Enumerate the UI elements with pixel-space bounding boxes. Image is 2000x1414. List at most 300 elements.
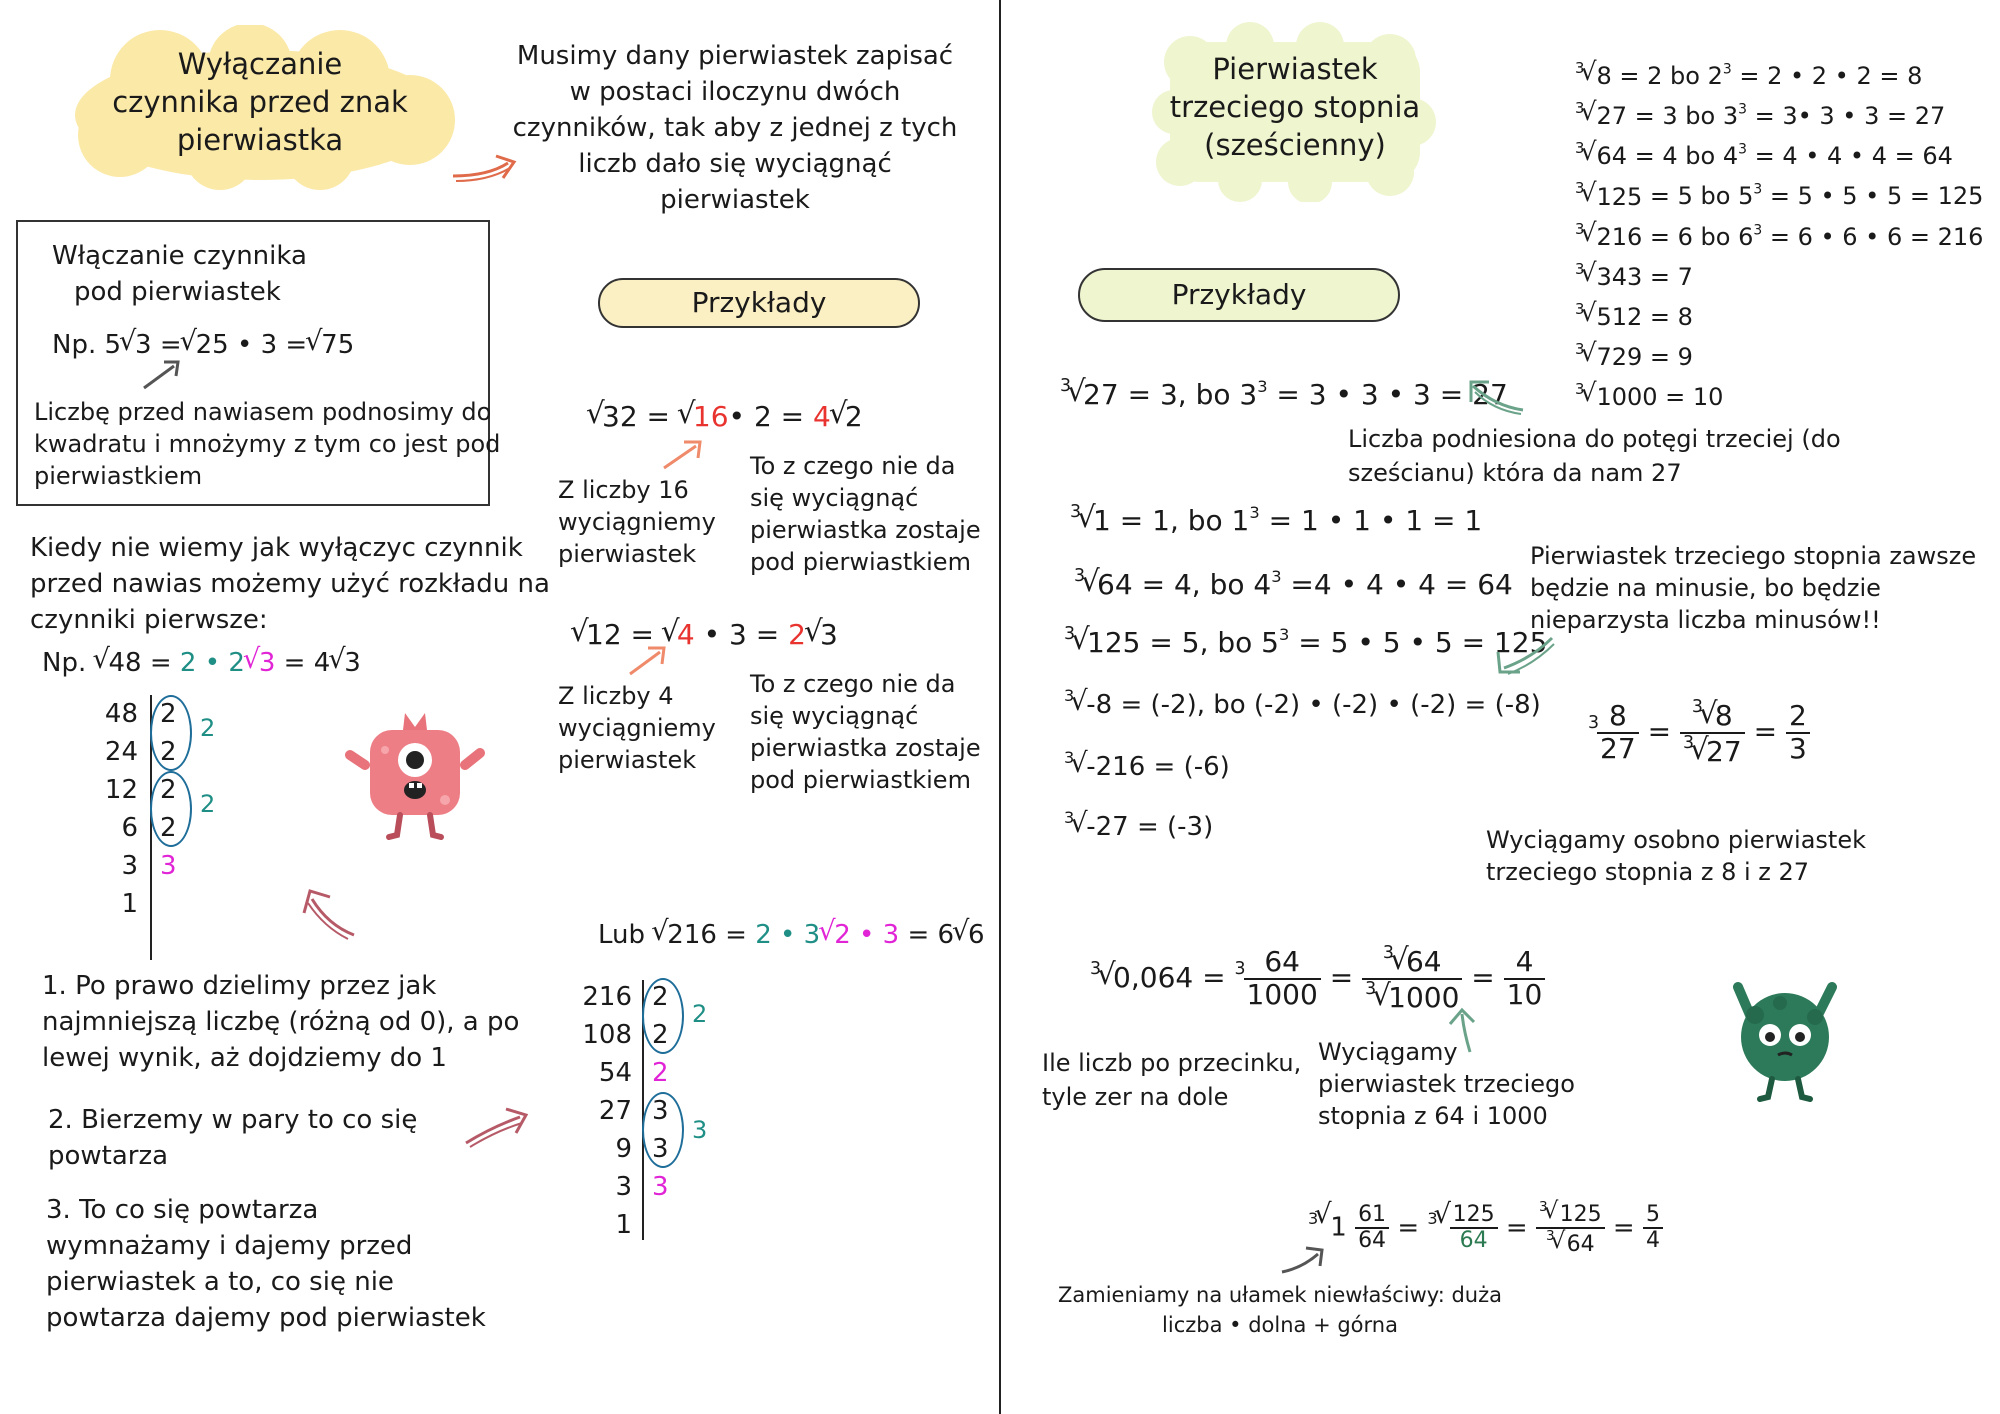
radical [1582,140,1627,172]
box-title-line: Włączanie czynnika [52,241,307,271]
step-2 [48,1102,417,1174]
step-line: wymnażamy i dajemy przed [46,1231,413,1261]
example-216 [598,920,985,950]
fraction [1355,1203,1389,1253]
cloud-title-line: trzeciego stopnia [1169,90,1421,124]
radicand: 48 [108,648,142,678]
factor: 2 [755,920,772,950]
examples-pill-right: Przykłady [1078,268,1400,322]
radicand: 12 [586,618,622,651]
equals: = [1753,714,1786,748]
root-index: 3 [1575,340,1585,359]
row-text: = 5, bo 5 [1140,626,1279,660]
row-text: = 5 • 5 • 5 = 125 [1762,182,1984,211]
factor-intro [30,530,550,638]
example-32-note-left [558,474,716,570]
root-index: 3 [1545,1228,1555,1245]
table-cell: 3 [652,1172,669,1202]
note-line: sześcianu) która da nam 27 [1348,459,1682,487]
example-cube-minus-216 [1064,748,1230,782]
cube-root-row [1575,132,1983,172]
radicand: 3 [344,648,361,678]
example-12 [572,618,838,651]
cloud-title-line: (sześcienny) [1204,128,1386,162]
radicand: 64 [1596,142,1628,171]
pair-oval [642,978,684,1054]
cloud-title-left [80,45,440,159]
coefficient: 4 [813,400,831,433]
exponent: 3 [1271,566,1282,586]
intro-line: Musimy dany pierwiastek zapisać [516,41,954,71]
row-text: = 5 bo 5 [1642,182,1754,211]
root-index: 3 [1308,1208,1319,1228]
equals: = [1505,1212,1528,1243]
equals: = [1329,960,1354,994]
radical [1582,100,1627,132]
table-cell: 2 [652,1058,669,1088]
note-line: wyciągniemy [558,508,716,536]
page-divider [999,0,1001,1414]
row-text: = 4 bo 4 [1627,142,1739,171]
cube-root-row [1575,52,1983,92]
radical [1553,1233,1595,1257]
pink-monster-icon [345,705,485,845]
box-example [52,330,354,360]
box-description [34,396,500,492]
radical [182,330,308,360]
pair-factor: 2 [200,790,216,818]
radical [330,648,361,678]
table-cell: 27 [598,1096,632,1126]
radical [1582,60,1611,92]
radicand: 343 [1596,262,1643,291]
radical [1582,381,1657,413]
note-line: To z czego nie da [750,670,956,698]
exponent: 3 [1738,101,1747,118]
denominator: 27 [1600,731,1636,765]
coefficient: 2 [788,618,806,651]
radical [1079,504,1111,537]
note-line: Liczba podniesiona do potęgi trzeciej (do [1348,425,1841,453]
factor-intro-line: czynniki pierwsze: [30,605,268,635]
note-line: Z liczby 4 [558,682,674,710]
product: • 3 = [694,618,789,651]
result: = 4 [275,648,331,678]
root-index: 3 [1234,958,1246,979]
arrow-icon [140,356,188,392]
root-index: 3 [1365,978,1377,999]
radicand: 0,064 [1113,960,1194,994]
note-line: tyle zer na dole [1042,1083,1229,1111]
fraction [1504,947,1546,1011]
row-text: = 1, bo 1 [1110,504,1250,538]
radicand: 64 [1405,945,1442,979]
factor-table-216-left [580,978,632,1244]
fraction [1536,1200,1605,1257]
arrow-icon [462,1105,532,1149]
note-27 [1348,422,1841,490]
table-cell: 9 [615,1134,632,1164]
root-index: 3 [1588,712,1600,733]
table-cell: 216 [582,982,632,1012]
root-index: 3 [1064,748,1075,767]
radicand: 125 [1087,626,1141,660]
note-line: Z liczby 16 [558,476,689,504]
step-line: najmniejszą liczbę (różną od 0), a po [42,1007,520,1037]
row-text: = 9 [1642,343,1693,372]
example-32-note-right [750,450,981,578]
desc-line: Liczbę przed nawiasem podnosimy do [34,398,492,426]
note-line: liczba • dolna + górna [1162,1313,1398,1337]
factor-intro-line: Kiedy nie wiemy jak wyłączyc czynnik [30,533,523,563]
example-prefix: Np. [42,648,95,678]
radical [307,330,354,360]
step-line: powtarza dajemy pod pierwiastek [46,1303,486,1333]
exponent: 3 [1249,502,1260,522]
example-prefix: Np. 5 [52,330,122,360]
step-line: lewej wynik, aż dojdziemy do 1 [42,1043,447,1073]
root-index: 3 [1064,686,1075,705]
table-cell: 12 [104,775,138,805]
factor-intro-line: przed nawias możemy użyć rozkładu na [30,569,550,599]
radical [1546,1203,1602,1227]
numerator: 8 [1597,701,1639,734]
cloud-title-line: Pierwiastek [1212,52,1378,86]
cube-root-table [1575,52,1983,413]
radicand: 1000 [1388,980,1460,1014]
radical [1582,341,1642,373]
table-cell: 2 [160,699,177,729]
fraction [1450,1203,1498,1253]
radical [679,400,772,433]
pair-factor: 2 [692,1000,708,1028]
box-title [52,238,307,310]
radicand: -8 [1086,690,1113,721]
root-index: 3 [1575,99,1585,118]
radicand: 64 [1097,568,1133,602]
radical [806,618,838,651]
radicand: 27 [1706,734,1742,768]
root-index: 3 [1060,376,1072,396]
cloud-title-line: pierwiastka [176,123,344,157]
radicand: 2 [834,920,851,950]
radical [1582,301,1642,333]
radicand: 8 [1714,699,1733,733]
note-line: To z czego nie da [750,452,956,480]
example-mixed-number [1308,1200,1663,1257]
pair-oval [642,1092,684,1168]
radicand: • 2 [728,400,772,433]
note-line: pierwiastek [558,746,697,774]
equals: = [1471,960,1495,994]
root-index: 3 [1070,502,1082,522]
denominator [1536,1229,1605,1256]
radical [1582,261,1642,293]
numerator: 2 [1786,701,1810,734]
arrow-icon [448,148,528,188]
radical [820,920,899,950]
table-cell: 3 [615,1172,632,1202]
arrow-icon [1465,376,1527,416]
root-index: 3 [1064,808,1075,827]
arrow-icon [1278,1242,1330,1276]
note-line: trzeciego stopnia z 8 i z 27 [1486,858,1810,886]
intro-line: czynników, tak aby z jednej z tych [512,113,958,143]
table-cell: 2 [652,1020,669,1050]
radicand: 2 [844,400,863,433]
radical [572,618,622,651]
cloud-title-line: Wyłączanie [177,47,343,81]
minus-note [1530,540,1976,636]
example-cube-minus-27 [1064,808,1213,842]
note-line: pierwiastek trzeciego [1318,1070,1575,1098]
denominator: 10 [1506,977,1543,1011]
fraction-note [1486,824,1866,888]
table-cell: 3 [652,1096,669,1126]
table-cell: 2 [160,813,177,843]
row-text: = 2 bo 2 [1611,62,1723,91]
pair-factor: 3 [692,1116,708,1144]
cube-root-row [1575,293,1983,333]
example-cube-1 [1070,502,1482,537]
intro-text [505,38,965,218]
numerator [1536,1200,1605,1229]
exponent: 3 [1738,142,1747,159]
cube-root-row [1575,373,1983,413]
row-text: = 8 [1642,303,1693,332]
denominator: 64 [1358,1228,1387,1254]
denominator: 4 [1645,1228,1660,1254]
arrow-icon [660,438,708,472]
denominator: 1000 [1246,977,1318,1011]
row-text: = 1 • 1 • 1 = 1 [1259,504,1483,538]
table-cell: 3 [652,1134,669,1164]
note-line: pierwiastka zostaje [750,516,981,544]
radicand: 216 [1596,222,1643,251]
radical [1072,752,1145,782]
row-text: = 10 [1657,383,1724,412]
exponent: 3 [1753,182,1763,199]
root-index: 3 [1682,732,1695,753]
row-text: = 3• 3 • 3 = 27 [1746,102,1946,131]
example-cube-27 [1060,376,1508,411]
cube-root-row [1575,333,1983,373]
radicand: 512 [1596,303,1643,332]
factor: 3 [803,920,821,950]
radicand: 6 [968,920,985,950]
dot: • [850,920,883,950]
numerator: 4 [1504,947,1546,980]
fraction [1597,701,1639,765]
step-line: 2. Bierzemy w pary to co się [48,1105,418,1135]
pair-oval [150,695,192,771]
intro-line: pierwiastek [660,185,810,215]
factor: 2 [179,648,197,678]
radicand: 3 = [135,330,182,360]
row-text: = 5 • 5 • 5 = 125 [1289,626,1548,660]
root-index: 3 [1691,697,1703,717]
equals: = [637,400,679,433]
radical [1072,690,1112,720]
table-cell: 6 [121,813,138,843]
box-title-line: pod pierwiastek [74,277,281,307]
row-text: = 3 • 3 • 3 = 27 [1267,378,1508,412]
radical [1582,181,1642,213]
note-line: Zamieniamy na ułamek niewłaściwy: duża [1057,1283,1502,1307]
root-index: 3 [1538,1199,1548,1215]
row-text: = (-6) [1145,752,1230,783]
note-line: stopnia z 64 i 1000 [1318,1102,1548,1130]
cloud-title-right [1160,50,1430,164]
root-index: 3 [1575,299,1585,318]
numerator: 5 [1643,1203,1663,1229]
note-line: Pierwiastek trzeciego stopnia zawsze [1530,542,1977,570]
radicand: 125 [1559,1202,1602,1228]
fraction [1244,947,1321,1011]
exponent: 3 [1257,376,1268,396]
result: = 6 [899,920,955,950]
example-48 [42,648,361,678]
row-text: = 7 [1642,262,1693,291]
table-cell: 3 [160,851,177,881]
radical [653,920,717,950]
note-line: pod pierwiastkiem [750,766,971,794]
desc-line: pierwiastkiem [34,462,203,490]
arrow-icon [298,885,362,941]
radicand: 75 [321,330,355,360]
equals: = [716,920,756,950]
radical [1073,626,1140,659]
table-cell: 3 [121,851,138,881]
cube-root-row [1575,253,1983,293]
dot: • [196,648,229,678]
decimal-note-right [1318,1036,1575,1132]
equals: = [1647,714,1672,748]
radicand: 3 [819,618,838,651]
note-line: pierwiastka zostaje [750,734,981,762]
radicand: 25 • 3 = [195,330,308,360]
radical [1069,378,1119,411]
radicand: 1000 [1596,383,1658,412]
root-index: 3 [1382,943,1394,963]
cube-root-row [1575,92,1983,132]
row-text: = 4 • 4 • 4 = 64 [1746,142,1953,171]
equals: = [621,618,663,651]
factor: 2 [228,648,245,678]
table-cell: 1 [615,1210,632,1240]
row-text: = 6 bo 6 [1642,222,1754,251]
numerator: 61 [1355,1203,1389,1229]
cube-root-row [1575,213,1983,253]
equals: = [771,400,814,433]
example-cube-125 [1064,624,1547,659]
radicand: 216 [667,920,717,950]
radicand: 125 [1596,182,1643,211]
table-cell: 2 [160,737,177,767]
step-line: 1. Po prawo dzielimy przez jak [42,971,437,1001]
example-cube-64 [1074,566,1513,601]
radical [94,648,141,678]
radicand: 4 [676,618,695,651]
radicand: 27 [1596,102,1628,131]
arrow-icon [626,644,672,678]
radicand: 3 [258,648,276,678]
row-text: =4 • 4 • 4 = 64 [1281,568,1513,602]
numerator: √ 125 [1450,1203,1498,1229]
root-index: 3 [1575,259,1585,278]
radicand: 64 [1566,1231,1595,1257]
radicand: -216 [1086,752,1146,783]
row-text: = 2 • 2 • 2 = 8 [1731,62,1923,91]
radical [1392,947,1442,978]
radical [954,920,985,950]
equals: = [1193,960,1235,994]
fraction [1680,698,1745,768]
radicand: 1 [1093,504,1111,538]
denominator: 3 [1788,731,1807,765]
note-line: Wyciągamy osobno pierwiastek [1486,826,1866,854]
note-line: Wyciągamy [1318,1038,1458,1066]
row-text: = 3, bo 3 [1118,378,1258,412]
green-monster-icon [1720,975,1850,1105]
root-index: 3 [1427,1208,1438,1228]
root-index: 3 [1575,219,1585,238]
numerator: 64 [1244,947,1321,980]
equals: = [1612,1212,1635,1243]
table-cell: 2 [652,982,669,1012]
step-line: powtarza [48,1141,169,1171]
example-prefix: Lub [598,920,654,950]
row-text: = 3 bo 3 [1627,102,1739,131]
whole-part: 1 [1330,1212,1347,1243]
note-line: wyciągniemy [558,714,716,742]
example-12-note-left [558,680,716,776]
intro-line: w postaci iloczynu dwóch [569,77,901,107]
radical [1072,812,1128,842]
table-cell: 24 [104,737,138,767]
decimal-note-left [1042,1046,1301,1114]
radicand: 32 [602,400,638,433]
radical [588,400,638,433]
root-index: 3 [1575,59,1585,77]
equals: = [1397,1212,1420,1243]
step-line: 3. To co się powtarza [46,1195,319,1225]
root-index: 3 [1575,139,1585,158]
radicand: -27 [1086,812,1129,843]
radical [1692,734,1742,768]
example-32 [588,400,863,433]
table-cell: 108 [582,1020,632,1050]
arrow-icon [1492,634,1556,678]
fraction [1362,944,1462,1014]
radicand: 16 [692,400,729,433]
cube-root-row [1575,172,1983,212]
step-line: pierwiastek a to, co się nie [46,1267,394,1297]
root-index: 3 [1575,179,1585,198]
cloud-title-line: czynnika przed znak [112,85,408,119]
radical [1436,1203,1498,1253]
equals: = [141,648,180,678]
note-line: się wyciągnąć [750,484,919,512]
pair-oval [150,771,192,847]
row-text: = (-3) [1128,812,1214,843]
example-fraction-8-27 [1588,698,1810,768]
row-text: = 4, bo 4 [1132,568,1272,602]
factor-table-48-left [100,695,138,923]
step-1 [42,968,519,1076]
radicand: 27 [1083,378,1119,412]
note-line: się wyciągnąć [750,702,919,730]
